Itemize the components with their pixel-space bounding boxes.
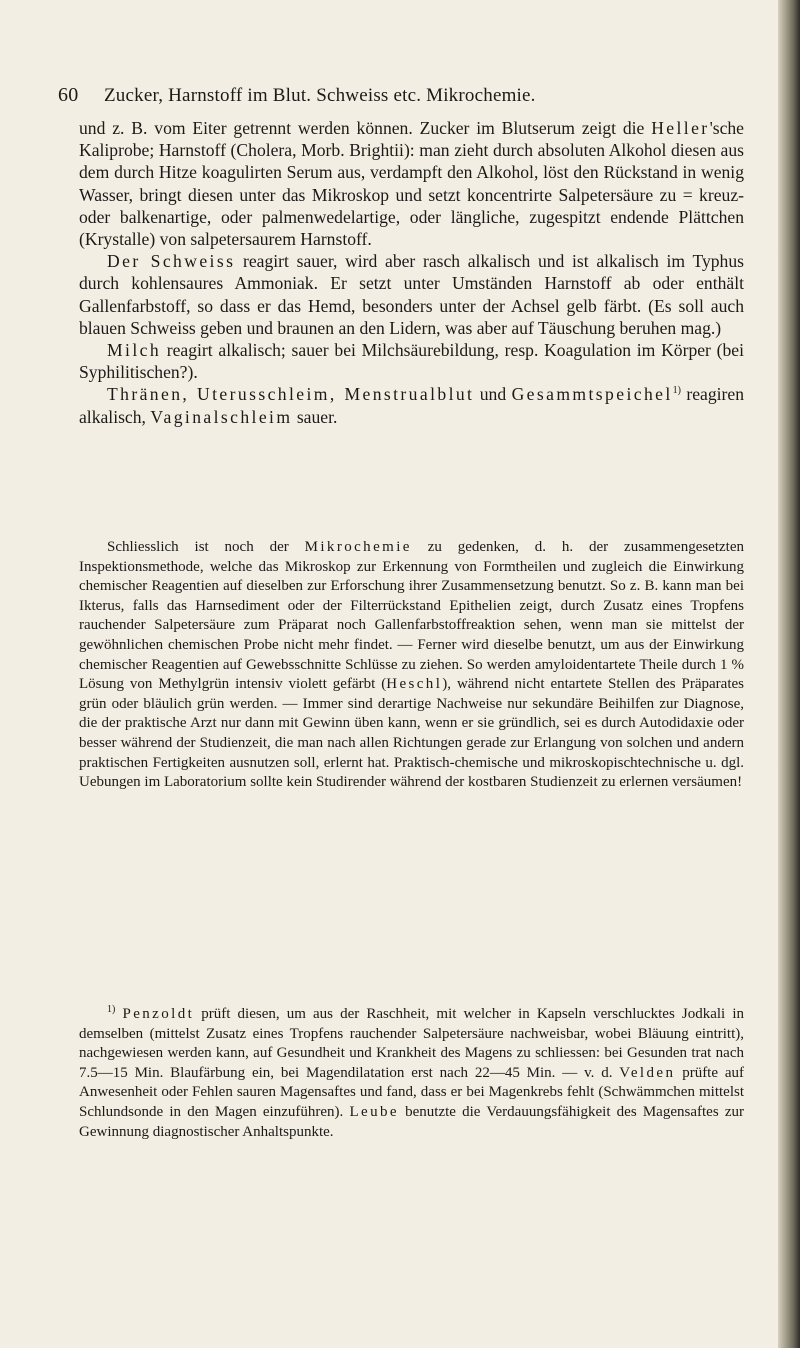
text-run: ), während nicht entartete Stellen des Präparates grün oder bläulich grün werden. — Immer sind derartige Nachweise nur sekundäre Beihilfen zur Diagnose, die der praktische Arzt nur dann mit Gewinn üben kann, wenn er sie gründlich, sei es durch Autodidaxie oder besser während der Studienzeit, die man nach allen Richtungen gerade zur Erlangung von solchen und andern praktischen Fertigkeiten ausnutzen soll, erlernt hat. Praktisch-chemische und mikroskopischtechnische u. dgl. Uebungen im Laboratorium sollte kein Studirender während der kostbaren Studienzeit zu erlernen versäumen! xyxy=(79,676,745,791)
footnote-text xyxy=(79,1005,744,1142)
spaced-name-leube: Leube xyxy=(349,1103,399,1120)
small-print-section xyxy=(79,538,744,793)
term-speichel: Gesammtspeichel xyxy=(511,384,673,405)
text-run: prüft diesen, um aus der Raschheit, mit welcher in Kapseln verschlucktes Jodkali in demselben (mittelst Zusatz eines Tropfens rauchender Salpetersäure nachweisbar, wobei Bläuung eintritt), nachgewiesen werden kann, auf Gesundheit und Krankheit des Magens zu schliessen: bei Gesunden trat nach 7.5—15 Min. Blaufärbung ein, bei Magendilatation erst nach 22—45 Min. — v. d. xyxy=(79,1006,745,1081)
text-run: reagiren alkalisch, xyxy=(79,384,745,427)
text-run: und z. B. vom Eiter getrennt werden können. Zucker im Blutserum zeigt die xyxy=(79,118,652,138)
text-run: und xyxy=(474,384,512,405)
text-run: benutzte die Verdauungsfähigkeit des Magensaftes zur Gewinnung diagnostischer Anhaltspunkte. xyxy=(79,1103,744,1140)
footnote-mark: 1) xyxy=(107,1004,116,1015)
text-run: Schliesslich ist noch der xyxy=(107,539,305,555)
spaced-name-heschl: Heschl xyxy=(386,676,443,693)
paragraph-blood xyxy=(79,117,744,250)
page-number: 60 xyxy=(58,84,79,106)
running-header xyxy=(58,84,738,107)
running-title: Zucker, Harnstoff im Blut. Schweiss etc. Mikrochemie. xyxy=(104,85,536,106)
text-run: reagirt sauer, wird aber rasch alkalisch und ist alkalisch im Typhus durch kohlensaures Ammoniak. Er setzt unter Umständen Harnstoff ab oder enthält Gallenfarbstoff, so dass er das Hemd, besonders unter der Achsel gelb färbt. (Es soll auch blauen Schweiss geben und braunen an den Lidern, was aber auf Täuschung beruhen mag.) xyxy=(79,251,744,338)
spaced-name-heller: Heller xyxy=(651,118,710,138)
text-run: sauer. xyxy=(292,406,338,427)
text-run: prüfte auf Anwesenheit oder Fehlen sauren Magensaftes und fand, dass er bei Magenkrebs fehlt (Schwämmchen mittelst Schlundsonde in den Magen einzuführen). xyxy=(79,1064,744,1120)
text-run: zu gedenken, d. h. der zusammengesetzten Inspektionsmethode, welche das Mikroskop zur Erkennung von Formtheilen und zugleich die Einwirkung chemischer Reagentien auf dieselben zur Erforschung ihrer Zusammensetzung benutzt. So z. B. kann man bei Ikterus, falls das Harnsediment oder der Filterrückstand Epithelien zeigt, durch Zusatz eines Tropfens rauchender Salpetersäure zum Präparat noch Gallenfarbstoffreaktion sehen, wenn man sie mittelst der gewöhnlichen chemischen Probe nicht mehr findet. — Ferner wird dieselbe benutzt, um aus der Einwirkung chemischer Reagentien auf Gewebsschnitte Schlüsse zu ziehen. So werden amyloidentartete Theile durch 1 % Lösung von Methylgrün intensiv violett gefärbt ( xyxy=(79,539,744,693)
paragraph-milk xyxy=(79,339,744,383)
main-text xyxy=(79,117,744,428)
paragraph-sweat xyxy=(79,250,744,339)
term-vaginalschleim: Vaginalschleim xyxy=(150,406,293,427)
paragraph-mikrochemie xyxy=(79,538,744,793)
term-schweiss: Der Schweiss xyxy=(107,251,236,272)
footnote xyxy=(79,1005,744,1142)
term-secretions: Thränen, Uterusschleim, Menstrualblut xyxy=(107,384,475,405)
spaced-name-penzoldt: Penzoldt xyxy=(122,1006,195,1022)
paragraph-secretions xyxy=(79,383,744,427)
text-run: 'sche Kaliprobe; Harnstoff (Cholera, Morb. Brightii): man zieht durch absoluten Alkohol diesen aus dem durch Hitze koagulirten Serum aus, verdampft den Alkohol, löst den Rückstand in wenig Wasser, bringt diesen unter das Mikroskop und setzt koncentrirte Salpetersäure zu = kreuz- oder balkenartige, oder palmenwedelartige, oder längliche, zugespitzt endende Plättchen (Krystalle) von salpetersaurem Harnstoff. xyxy=(79,118,744,250)
text-run: reagirt alkalisch; sauer bei Milchsäurebildung, resp. Koagulation im Körper (bei Syphilitischen?). xyxy=(79,340,744,383)
book-binding-edge xyxy=(778,0,800,1348)
term-milch: Milch xyxy=(107,340,162,361)
term-mikrochemie: Mikrochemie xyxy=(304,539,412,555)
footnote-reference: 1) xyxy=(672,385,681,397)
spaced-name-velden: Velden xyxy=(619,1064,676,1081)
